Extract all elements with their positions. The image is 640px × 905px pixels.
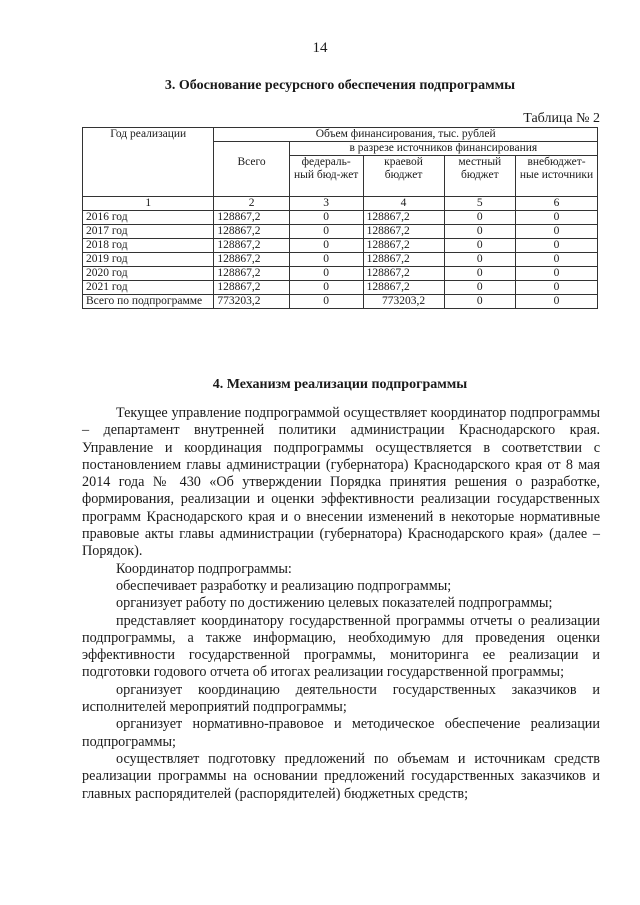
col-number: 6 [516,196,598,210]
cell-year: 2020 год [83,266,214,280]
table-header-row [83,128,598,142]
cell-regional: 128867,2 [363,224,444,238]
paragraph: осуществляет подготовку предложений по объемам и источникам средств реализации программы на основании предложений государственных заказчиков и главных распорядителей (распорядителей) бюджетных средств; [82,750,600,802]
col-number: 2 [214,196,289,210]
cell-local: 0 [444,238,516,252]
page-number: 14 [312,40,328,56]
cell-regional: 773203,2 [363,294,444,308]
col-number: 5 [444,196,516,210]
header-federal: федераль-ный бюд-жет [289,156,363,197]
table-caption: Таблица № 2 [523,111,600,126]
cell-year: 2017 год [83,224,214,238]
cell-federal: 0 [289,280,363,294]
cell-federal: 0 [289,252,363,266]
header-year: Год реализации [83,128,214,197]
table-row [83,252,598,266]
table-row [83,280,598,294]
cell-extra: 0 [516,266,598,280]
paragraph: представляет координатору государственной программы отчеты о реализации подпрограммы, а также информацию, необходимую для проведения оценки эффективности государственной программы, мониторинга ее реализации и подготовки годового отчета об итогах реализации государственной программы; [82,612,600,681]
cell-extra: 0 [516,224,598,238]
table-row [83,238,598,252]
paragraph: организует координацию деятельности государственных заказчиков и исполнителей мероприятий подпрограммы; [82,681,600,716]
header-regional: краевой бюджет [363,156,444,197]
col-number: 3 [289,196,363,210]
col-number: 4 [363,196,444,210]
cell-federal: 0 [289,294,363,308]
cell-local: 0 [444,266,516,280]
cell-total: 128867,2 [214,252,289,266]
cell-local: 0 [444,280,516,294]
cell-year: Всего по подпрограмме [83,294,214,308]
cell-extra: 0 [516,294,598,308]
cell-total: 128867,2 [214,224,289,238]
cell-extra: 0 [516,280,598,294]
cell-local: 0 [444,224,516,238]
cell-local: 0 [444,252,516,266]
paragraph: организует нормативно-правовое и методическое обеспечение реализации подпрограммы; [82,716,600,750]
col-number: 1 [83,196,214,210]
cell-total: 128867,2 [214,280,289,294]
header-sources: в разрезе источников финансирования [289,142,597,156]
cell-regional: 128867,2 [363,280,444,294]
cell-regional: 128867,2 [363,252,444,266]
paragraph: обеспечивает разработку и реализацию подпрограммы; [116,577,452,594]
cell-federal: 0 [289,266,363,280]
cell-year: 2021 год [83,280,214,294]
cell-federal: 0 [289,210,363,224]
paragraph: организует работу по достижению целевых показателей подпрограммы; [116,595,553,612]
cell-federal: 0 [289,224,363,238]
cell-extra: 0 [516,252,598,266]
cell-year: 2016 год [83,210,214,224]
cell-local: 0 [444,294,516,308]
body-text [82,405,600,803]
header-extrabudget: внебюджет-ные источники [516,156,598,197]
cell-extra: 0 [516,210,598,224]
header-volume: Объем финансирования, тыс. рублей [214,128,598,142]
table-row [83,266,598,280]
section-3-title: 3. Обоснование ресурсного обеспечения подпрограммы [164,78,516,93]
header-blank [214,142,289,156]
cell-regional: 128867,2 [363,266,444,280]
section-4-title: 4. Механизм реализации подпрограммы [212,377,468,392]
cell-regional: 128867,2 [363,210,444,224]
cell-federal: 0 [289,238,363,252]
header-local: местный бюджет [444,156,516,197]
table-row [83,210,598,224]
column-numbers-row [83,196,598,210]
cell-total: 128867,2 [214,266,289,280]
header-total: Всего [214,156,289,197]
cell-year: 2019 год [83,252,214,266]
cell-total: 773203,2 [214,294,289,308]
table-row-total [83,294,598,308]
cell-extra: 0 [516,238,598,252]
cell-year: 2018 год [83,238,214,252]
paragraph: Координатор подпрограммы: [116,560,292,577]
cell-total: 128867,2 [214,210,289,224]
table-row [83,224,598,238]
cell-total: 128867,2 [214,238,289,252]
cell-regional: 128867,2 [363,238,444,252]
cell-local: 0 [444,210,516,224]
financing-table [82,127,598,309]
paragraph: Текущее управление подпрограммой осуществляет координатор подпрограммы – департамент внутренней политики администрации Краснодарского края. Управление и координация подпрограммы осуществляется в соответствии с постановлением главы администрации (губернатора) Краснодарского края от 8 мая 2014 года № 430 «Об утверждении Порядка принятия решения о разработке, формирования, реализации и оценки эффективности реализации государственных программ Краснодарского края и о внесении изменений в некоторые нормативные правовые акты главы администрации (губернатора) Краснодарского края» (далее – Порядок). [82,405,600,560]
